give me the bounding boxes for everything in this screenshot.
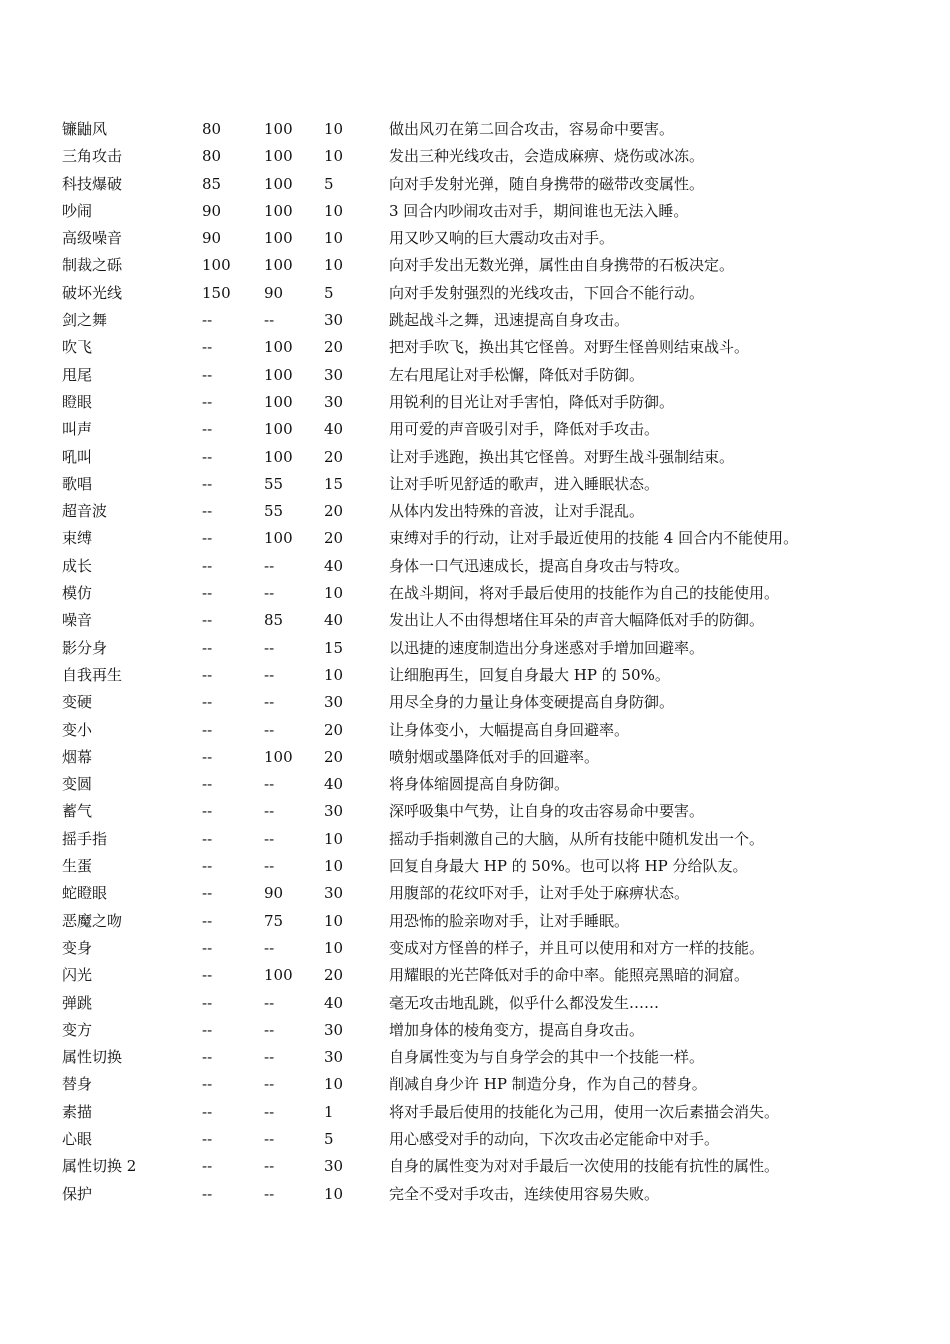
move-power: 100 — [202, 256, 231, 275]
move-name: 甩尾 — [62, 365, 93, 384]
table-row — [62, 471, 932, 498]
move-description: 将身体缩圆提高自身防御。 — [389, 775, 570, 794]
move-accuracy: 85 — [264, 611, 284, 630]
move-pp: 40 — [324, 611, 344, 630]
move-power: -- — [202, 529, 213, 548]
table-row — [62, 389, 932, 416]
move-pp: 30 — [324, 1020, 344, 1039]
move-description: 让细胞再生，回复自身最大 HP 的 50%。 — [389, 665, 670, 684]
move-power: -- — [202, 966, 213, 985]
move-pp: 20 — [324, 529, 344, 548]
move-name: 镰鼬风 — [62, 120, 108, 138]
table-row — [62, 607, 932, 634]
move-power: -- — [202, 638, 213, 657]
move-power: -- — [202, 993, 213, 1012]
move-accuracy: 100 — [264, 447, 293, 466]
move-power: -- — [202, 420, 213, 439]
move-name: 心眼 — [62, 1129, 93, 1148]
move-name: 模仿 — [62, 584, 93, 603]
table-row — [62, 252, 932, 279]
move-pp: 10 — [324, 256, 344, 275]
move-pp: 20 — [324, 447, 344, 466]
table-row — [62, 1126, 932, 1153]
table-row — [62, 771, 932, 798]
move-pp: 15 — [324, 638, 344, 657]
move-pp: 40 — [324, 420, 344, 439]
move-power: -- — [202, 1048, 213, 1067]
move-power: -- — [202, 829, 213, 848]
move-accuracy: -- — [264, 993, 275, 1012]
move-pp: 10 — [324, 584, 344, 603]
move-pp: 20 — [324, 747, 344, 766]
move-description: 以迅捷的速度制造出分身迷惑对手增加回避率。 — [389, 638, 705, 657]
move-name: 吼叫 — [62, 447, 93, 466]
table-row — [62, 798, 932, 825]
move-description: 从体内发出特殊的音波，让对手混乱。 — [389, 502, 645, 521]
move-name: 噪音 — [62, 611, 93, 630]
table-row — [62, 635, 932, 662]
move-description: 完全不受对手攻击，连续使用容易失败。 — [389, 1184, 660, 1203]
move-power: -- — [202, 720, 213, 739]
move-pp: 10 — [324, 829, 344, 848]
move-accuracy: -- — [264, 311, 275, 330]
move-name: 烟幕 — [62, 747, 93, 766]
move-description: 用尽全身的力量让身体变硬提高自身防御。 — [389, 693, 675, 712]
move-accuracy: 100 — [264, 174, 293, 193]
move-accuracy: 100 — [264, 529, 293, 548]
move-accuracy: -- — [264, 1075, 275, 1094]
move-name: 变小 — [62, 720, 93, 739]
move-accuracy: -- — [264, 584, 275, 603]
move-pp: 40 — [324, 556, 344, 575]
moves-table — [62, 116, 932, 1208]
move-description: 做出风刃在第二回合攻击，容易命中要害。 — [389, 120, 675, 138]
move-pp: 40 — [324, 775, 344, 794]
move-power: 90 — [202, 201, 222, 220]
move-power: -- — [202, 1075, 213, 1094]
move-name: 变身 — [62, 938, 93, 957]
move-name: 摇手指 — [62, 829, 108, 848]
move-power: -- — [202, 1157, 213, 1176]
move-pp: 30 — [324, 365, 344, 384]
table-row — [62, 198, 932, 225]
move-power: -- — [202, 884, 213, 903]
move-accuracy: 100 — [264, 147, 293, 166]
move-accuracy: -- — [264, 1048, 275, 1067]
move-accuracy: 55 — [264, 474, 284, 493]
move-accuracy: -- — [264, 938, 275, 957]
move-name: 蓄气 — [62, 802, 93, 821]
move-power: -- — [202, 1184, 213, 1203]
move-accuracy: 100 — [264, 966, 293, 985]
move-pp: 30 — [324, 802, 344, 821]
move-pp: 5 — [324, 1129, 334, 1148]
move-accuracy: -- — [264, 775, 275, 794]
table-row — [62, 1181, 932, 1208]
move-pp: 10 — [324, 911, 344, 930]
move-accuracy: 100 — [264, 392, 293, 411]
table-row — [62, 416, 932, 443]
move-accuracy: 100 — [264, 338, 293, 357]
move-pp: 10 — [324, 938, 344, 957]
move-pp: 20 — [324, 338, 344, 357]
move-description: 在战斗期间，将对手最后使用的技能作为自己的技能使用。 — [389, 584, 780, 603]
move-name: 保护 — [62, 1184, 93, 1203]
move-accuracy: -- — [264, 720, 275, 739]
table-row — [62, 990, 932, 1017]
move-pp: 5 — [324, 283, 334, 302]
table-row — [62, 1099, 932, 1126]
move-name: 剑之舞 — [62, 311, 108, 330]
move-description: 让身体变小，大幅提高自身回避率。 — [389, 720, 630, 739]
table-row — [62, 962, 932, 989]
move-name: 束缚 — [62, 529, 93, 548]
move-name: 弹跳 — [62, 993, 93, 1012]
move-description: 增加身体的棱角变方，提高自身攻击。 — [389, 1020, 645, 1039]
move-pp: 30 — [324, 311, 344, 330]
move-description: 回复自身最大 HP 的 50%。也可以将 HP 分给队友。 — [389, 857, 748, 876]
move-pp: 10 — [324, 120, 344, 138]
move-pp: 10 — [324, 1184, 344, 1203]
move-description: 摇动手指刺激自己的大脑，从所有技能中随机发出一个。 — [389, 829, 765, 848]
table-row — [62, 444, 932, 471]
move-accuracy: -- — [264, 1184, 275, 1203]
move-description: 自身属性变为与自身学会的其中一个技能一样。 — [389, 1048, 705, 1067]
table-row — [62, 853, 932, 880]
table-row — [62, 307, 932, 334]
move-power: 80 — [202, 120, 222, 138]
move-name: 恶魔之吻 — [62, 911, 123, 930]
move-description: 让对手逃跑，换出其它怪兽。对野生战斗强制结束。 — [389, 447, 735, 466]
move-name: 自我再生 — [62, 665, 123, 684]
move-power: -- — [202, 365, 213, 384]
move-description: 用锐利的目光让对手害怕，降低对手防御。 — [389, 392, 675, 411]
move-name: 科技爆破 — [62, 174, 123, 193]
move-accuracy: -- — [264, 857, 275, 876]
move-name: 属性切换 — [62, 1048, 123, 1067]
move-name: 变硬 — [62, 693, 93, 712]
move-pp: 20 — [324, 966, 344, 985]
move-description: 自身的属性变为对对手最后一次使用的技能有抗性的属性。 — [389, 1157, 780, 1176]
move-description: 发出让人不由得想堵住耳朵的声音大幅降低对手的防御。 — [389, 611, 765, 630]
table-row — [62, 1153, 932, 1180]
move-description: 身体一口气迅速成长，提高自身攻击与特攻。 — [389, 556, 690, 575]
move-power: 85 — [202, 174, 222, 193]
table-row — [62, 171, 932, 198]
table-row — [62, 525, 932, 552]
move-accuracy: 100 — [264, 120, 293, 138]
move-description: 用可爱的声音吸引对手，降低对手攻击。 — [389, 420, 660, 439]
move-description: 削减自身少许 HP 制造分身，作为自己的替身。 — [389, 1075, 707, 1094]
move-name: 三角攻击 — [62, 147, 123, 166]
table-row — [62, 280, 932, 307]
move-name: 属性切换 2 — [62, 1157, 137, 1176]
move-power: -- — [202, 1020, 213, 1039]
move-accuracy: -- — [264, 638, 275, 657]
move-description: 束缚对手的行动，让对手最近使用的技能 4 回合内不能使用。 — [389, 529, 799, 548]
move-pp: 10 — [324, 857, 344, 876]
move-accuracy: -- — [264, 802, 275, 821]
move-name: 瞪眼 — [62, 392, 93, 411]
move-accuracy: -- — [264, 1102, 275, 1121]
table-row — [62, 362, 932, 389]
move-power: -- — [202, 311, 213, 330]
move-description: 3 回合内吵闹攻击对手，期间谁也无法入睡。 — [389, 201, 689, 220]
move-pp: 15 — [324, 474, 344, 493]
table-row — [62, 1017, 932, 1044]
move-description: 向对手发射光弹，随自身携带的磁带改变属性。 — [389, 174, 705, 193]
move-accuracy: -- — [264, 1020, 275, 1039]
move-power: -- — [202, 911, 213, 930]
move-accuracy: 90 — [264, 283, 284, 302]
table-row — [62, 908, 932, 935]
move-name: 叫声 — [62, 420, 93, 439]
table-row — [62, 498, 932, 525]
move-name: 变圆 — [62, 775, 93, 794]
move-description: 毫无攻击地乱跳，似乎什么都没发生…… — [389, 993, 660, 1012]
move-pp: 1 — [324, 1102, 334, 1121]
move-description: 向对手发出无数光弹，属性由自身携带的石板决定。 — [389, 256, 735, 275]
move-description: 跳起战斗之舞，迅速提高自身攻击。 — [389, 311, 630, 330]
move-power: 90 — [202, 229, 222, 248]
move-description: 用恐怖的脸亲吻对手，让对手睡眠。 — [389, 911, 630, 930]
table-row — [62, 935, 932, 962]
move-name: 蛇瞪眼 — [62, 884, 108, 903]
move-power: -- — [202, 857, 213, 876]
move-power: -- — [202, 938, 213, 957]
move-name: 吵闹 — [62, 201, 93, 220]
move-accuracy: -- — [264, 693, 275, 712]
table-row — [62, 717, 932, 744]
move-description: 用耀眼的光芒降低对手的命中率。能照亮黑暗的洞窟。 — [389, 966, 750, 985]
move-accuracy: 75 — [264, 911, 284, 930]
table-row — [62, 334, 932, 361]
move-pp: 10 — [324, 665, 344, 684]
move-name: 超音波 — [62, 502, 108, 521]
move-accuracy: -- — [264, 556, 275, 575]
table-row — [62, 826, 932, 853]
move-pp: 30 — [324, 392, 344, 411]
table-row — [62, 689, 932, 716]
move-name: 影分身 — [62, 638, 108, 657]
move-power: -- — [202, 556, 213, 575]
move-accuracy: 100 — [264, 256, 293, 275]
move-name: 制裁之砾 — [62, 256, 123, 275]
table-row — [62, 580, 932, 607]
table-row — [62, 1071, 932, 1098]
move-accuracy: 100 — [264, 365, 293, 384]
move-pp: 20 — [324, 720, 344, 739]
move-description: 把对手吹飞，换出其它怪兽。对野生怪兽则结束战斗。 — [389, 338, 750, 357]
move-power: -- — [202, 611, 213, 630]
move-description: 用腹部的花纹吓对手，让对手处于麻痹状态。 — [389, 884, 690, 903]
table-row — [62, 1044, 932, 1071]
move-pp: 5 — [324, 174, 334, 193]
move-description: 向对手发射强烈的光线攻击，下回合不能行动。 — [389, 283, 705, 302]
move-name: 生蛋 — [62, 857, 93, 876]
move-accuracy: 55 — [264, 502, 284, 521]
move-name: 歌唱 — [62, 474, 93, 493]
move-pp: 10 — [324, 201, 344, 220]
table-row — [62, 744, 932, 771]
move-power: -- — [202, 693, 213, 712]
move-power: -- — [202, 584, 213, 603]
move-name: 吹飞 — [62, 338, 93, 357]
move-accuracy: 90 — [264, 884, 284, 903]
move-name: 替身 — [62, 1075, 93, 1094]
move-name: 素描 — [62, 1102, 93, 1121]
move-description: 用又吵又响的巨大震动攻击对手。 — [389, 229, 615, 248]
move-pp: 40 — [324, 993, 344, 1012]
move-description: 喷射烟或墨降低对手的回避率。 — [389, 747, 600, 766]
moves-table-body — [62, 116, 932, 1208]
move-power: -- — [202, 775, 213, 794]
move-power: -- — [202, 392, 213, 411]
move-power: -- — [202, 802, 213, 821]
table-row — [62, 143, 932, 170]
move-name: 闪光 — [62, 966, 93, 985]
move-name: 变方 — [62, 1020, 93, 1039]
move-accuracy: 100 — [264, 747, 293, 766]
move-pp: 10 — [324, 1075, 344, 1094]
table-row — [62, 116, 932, 143]
table-row — [62, 662, 932, 689]
move-description: 变成对方怪兽的样子，并且可以使用和对方一样的技能。 — [389, 938, 765, 957]
move-accuracy: 100 — [264, 229, 293, 248]
move-description: 让对手听见舒适的歌声，进入睡眠状态。 — [389, 474, 660, 493]
move-pp: 10 — [324, 147, 344, 166]
table-row — [62, 553, 932, 580]
move-accuracy: -- — [264, 1129, 275, 1148]
move-accuracy: -- — [264, 665, 275, 684]
move-pp: 10 — [324, 229, 344, 248]
move-power: -- — [202, 474, 213, 493]
move-name: 成长 — [62, 556, 93, 575]
move-pp: 20 — [324, 502, 344, 521]
move-pp: 30 — [324, 1048, 344, 1067]
move-description: 发出三种光线攻击，会造成麻痹、烧伤或冰冻。 — [389, 147, 705, 166]
move-power: -- — [202, 747, 213, 766]
move-description: 将对手最后使用的技能化为己用，使用一次后素描会消失。 — [389, 1102, 780, 1121]
move-pp: 30 — [324, 884, 344, 903]
move-name: 破坏光线 — [62, 283, 123, 302]
move-accuracy: -- — [264, 1157, 275, 1176]
move-description: 深呼吸集中气势，让自身的攻击容易命中要害。 — [389, 802, 705, 821]
move-power: -- — [202, 338, 213, 357]
move-pp: 30 — [324, 693, 344, 712]
move-power: 150 — [202, 283, 231, 302]
table-row — [62, 225, 932, 252]
move-power: -- — [202, 447, 213, 466]
move-accuracy: 100 — [264, 420, 293, 439]
move-accuracy: -- — [264, 829, 275, 848]
move-power: -- — [202, 502, 213, 521]
move-power: -- — [202, 1102, 213, 1121]
move-name: 高级噪音 — [62, 229, 123, 248]
move-description: 左右甩尾让对手松懈，降低对手防御。 — [389, 365, 645, 384]
table-row — [62, 880, 932, 907]
move-accuracy: 100 — [264, 201, 293, 220]
move-power: 80 — [202, 147, 222, 166]
move-power: -- — [202, 665, 213, 684]
move-power: -- — [202, 1129, 213, 1148]
move-description: 用心感受对手的动向，下次攻击必定能命中对手。 — [389, 1129, 720, 1148]
move-pp: 30 — [324, 1157, 344, 1176]
